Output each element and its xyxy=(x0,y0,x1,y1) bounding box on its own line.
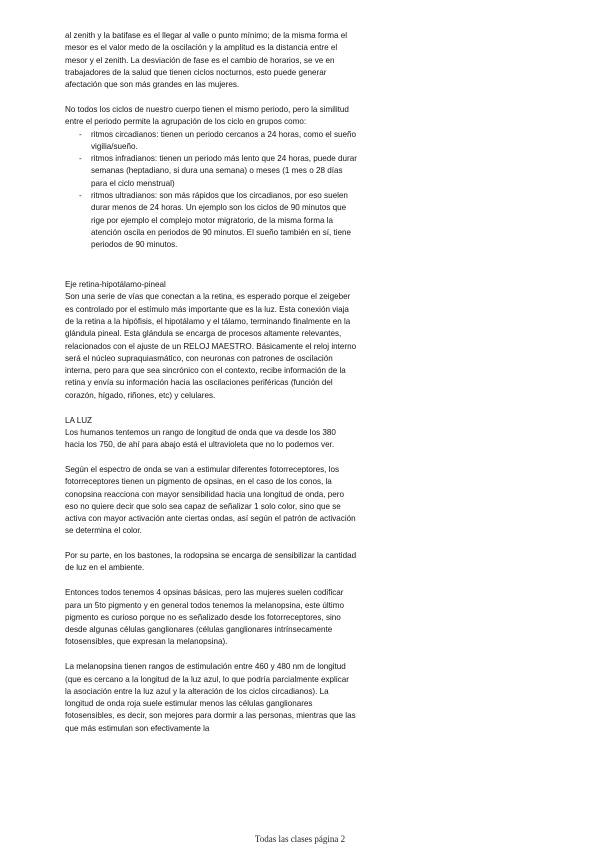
page-body xyxy=(65,30,357,748)
list-item-text: ritmos ultradianos: son más rápidos que los circadianos, por eso suelen durar menos de 24 horas. Un ejemplo son los ciclos de 90 minutos que rige por ejemplo el complejo motor migratorio, de la misma forma la atención oscila en periodos de 90 minutos. El sueño también en sí, tiene periodos de 90 minutos. xyxy=(91,191,352,250)
list-dash: - xyxy=(79,129,82,139)
list-item xyxy=(65,190,357,251)
paragraph-fotorreceptores: Según el espectro de onda se van a estimular diferentes fotorreceptores, los fotorreceptores tienen un pigmento de opsinas, en el caso de los conos, la conopsina reacciona con mayor sensibilidad hacia una longitud de onda, pero eso no quiere decir que solo sea capaz de señalizar 1 solo color, sino que se activa con mayor activación ante ciertas ondas, así según el patrón de activación se determina el color. xyxy=(65,464,356,536)
list-item-text: ritmos infradianos: tienen un periodo más lento que 24 horas, puede durar semanas (heptadiano, si dura una semana) o meses (1 mes o 28 días para el ciclo menstrual) xyxy=(91,154,357,188)
list-dash: - xyxy=(79,154,82,164)
list-dash: - xyxy=(79,191,82,201)
section-heading-eje: Eje retina-hipotálamo-pineal xyxy=(65,280,166,290)
page-footer: Todas las clases página 2 xyxy=(254,834,346,844)
paragraph-ciclos-intro: No todos los ciclos de nuestro cuerpo tienen el mismo periodo, pero la similitud entre el periodo permite la agrupación de los ciclo en grupos como: xyxy=(65,104,349,127)
paragraph-fase-definitions: al zenith y la batifase es el llegar al valle o punto mínimo; de la misma forma el mesor es el valor medo de la oscilación y la amplitud es la distancia entre el mesor y el zenith. La desviación de fase es el cambio de horarios, se ve en trabajadores de la salud que tienen ciclos nocturnos, esto puede generar afectación que son más grandes en las mujeres. xyxy=(65,31,348,90)
ritmos-list xyxy=(65,129,357,252)
list-item xyxy=(65,129,357,154)
section-heading-luz: LA LUZ xyxy=(65,415,92,425)
list-item xyxy=(65,153,357,190)
paragraph-opsinas: Entonces todos tenemos 4 opsinas básicas, pero las mujeres suelen codificar para un 5to pigmento y en general todos tenemos la melanopsina, este último pigmento es curioso porque no es señalizado desde los fotorreceptores, sino desde algunas células ganglionares (células ganglionares intrínsecamente fotosensibles, que expresan la melanopsina). xyxy=(65,588,344,647)
paragraph-melanopsina: La melanopsina tienen rangos de estimulación entre 460 y 480 nm de longitud (que es cercano a la longitud de la luz azul, lo que podría parcialmente explicar la asociación entre la luz azul y la alteración de los ciclos circadianos). La longitud de onda roja suele estimular menos las células ganglionares fotosensibles, es decir, son mejores para dormir a las personas, mientras que las que más estimulan son efectivamente la xyxy=(65,662,356,733)
list-item-text: ritmos circadianos: tienen un periodo cercanos a 24 horas, como el sueño vigilia/sueño. xyxy=(91,129,356,151)
section-spacer xyxy=(65,264,357,279)
paragraph-longitud-onda: Los humanos tentemos un rango de longitud de onda que va desde los 380 hacia los 750, de ahí para abajo está el ultravioleta que no lo podemos ver. xyxy=(65,427,336,450)
paragraph-eje-retina: Son una serie de vías que conectan a la retina, es esperado porque el zeigeber es controlado por el estímulo más importante que es la luz. Esta conexión viaja de la retina a la hipófisis, el hipotálamo y el tálamo, terminando finalmente en la glándula pineal. Esta glándula se encarga de procesos altamente relevantes, relacionados con el ajuste de un RELOJ MAESTRO. Básicamente el reloj interno será el núcleo supraquiasmático, con neuronas con patrones de oscilación interna, pero para que sea sincrónico con el contexto, recibe información de la retina y envía su información hacia las oscilaciones periféricas (función del corazón, hígado, riñones, etc) y celulares. xyxy=(65,292,357,400)
paragraph-bastones: Por su parte, en los bastones, la rodopsina se encarga de sensibilizar la cantidad de luz en el ambiente. xyxy=(65,551,357,573)
